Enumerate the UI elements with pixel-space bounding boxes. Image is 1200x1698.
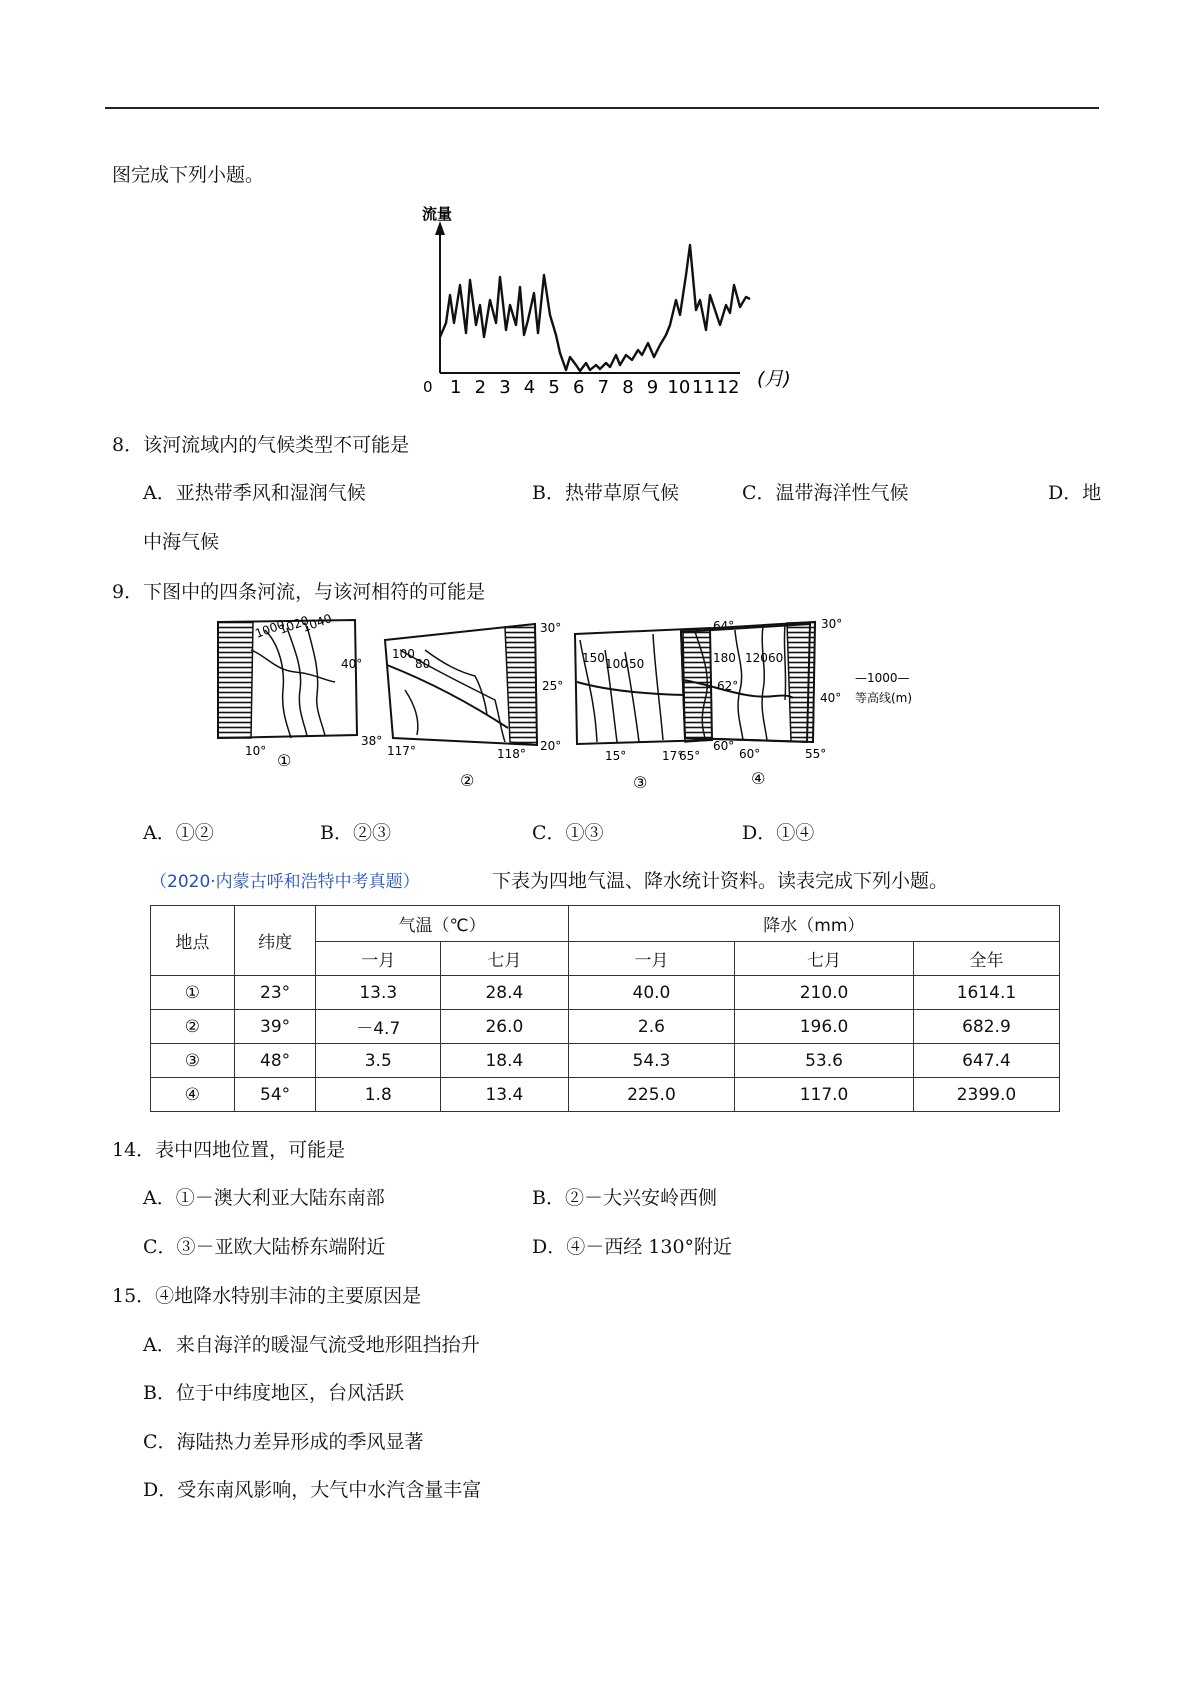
cell-place: ③ [151,1044,235,1078]
map-1 [218,611,382,770]
contour-label: 80 [415,657,431,671]
header-place: 地点 [151,906,235,976]
lon-label: 17° [662,749,684,763]
header-rule [105,107,1099,109]
x-tick-label: 12 [716,377,740,398]
lat-label: 38° [361,734,383,748]
lon-label: 65° [679,749,701,763]
contour-label: 1040 [300,611,334,635]
intro14-text: 下表为四地气温、降水统计资料。读表完成下列小题。 [492,870,949,892]
cell-temp-jul: 26.0 [441,1010,569,1044]
cell-precip-year: 1614.1 [913,976,1059,1010]
flow-series-line [440,245,750,371]
cell-lat: 39° [234,1010,316,1044]
lon-label: 55° [805,747,827,761]
sea-hatch [218,622,253,738]
q14-option-c[interactable]: C．③－亚欧大陆桥东端附近 [143,1236,386,1258]
contour-label: 60 [768,651,784,665]
q14-option-a[interactable]: A．①－澳大利亚大陆东南部 [143,1187,385,1209]
x-tick-label: 8 [622,377,634,398]
map-4-panel [675,610,965,810]
intro-text: 图完成下列小题。 [112,164,265,186]
q8-option-c[interactable]: C．温带海洋性气候 [742,482,909,504]
contour-label: 100 [392,647,415,661]
table-row [151,1010,1060,1044]
cell-place: ② [151,1010,235,1044]
x-tick-label: 9 [646,377,659,398]
q8-option-a[interactable]: A．亚热带季风和湿润气候 [143,482,366,504]
table-row [151,976,1060,1010]
x-tick-label: 5 [548,377,560,398]
cell-precip-year: 647.4 [913,1044,1059,1078]
contour-label: 100 [605,657,628,671]
header-precip-year: 全年 [913,942,1059,976]
lat-label: 30° [821,617,843,631]
lon-label: 15° [605,749,627,763]
legend-contour: —1000— [855,671,910,685]
cell-precip-jan: 225.0 [568,1078,734,1112]
map-2 [385,621,563,790]
header-precip-jan: 一月 [568,942,734,976]
x-tick-label: 6 [573,377,585,398]
lon-label: 10° [245,744,267,758]
sea-hatch [787,622,815,742]
contour-label: 180 [713,651,736,665]
lat-label: 20° [540,739,562,753]
cell-precip-jul: 117.0 [735,1078,914,1112]
q14-option-d[interactable]: D．④－西经 130°附近 [532,1236,733,1258]
header-precipitation: 降水（mm） [568,906,1059,942]
cell-precip-jul: 53.6 [735,1044,914,1078]
origin-label: 0 [423,378,433,396]
sea-hatch [505,624,537,745]
q9-option-d[interactable]: D．①④ [742,822,815,844]
q9-stem: 9．下图中的四条河流，与该河相符的可能是 [112,581,486,603]
cell-temp-jan: 3.5 [316,1044,441,1078]
contour-label: 120 [745,651,768,665]
map-label: ① [277,751,292,770]
x-tick-label: 2 [474,377,487,398]
cell-place: ④ [151,1078,235,1112]
table-row [151,1044,1060,1078]
cell-temp-jul: 18.4 [441,1044,569,1078]
header-temp-jul: 七月 [441,942,569,976]
lat-label: 40° [341,657,363,671]
source-citation: （2020·内蒙古呼和浩特中考真题） [150,872,420,892]
q8-option-d-continued: 中海气候 [143,531,220,553]
cell-precip-jul: 196.0 [735,1010,914,1044]
y-axis-arrow [435,221,445,235]
q15-stem: 15．④地降水特别丰沛的主要原因是 [112,1285,422,1307]
q15-option-a[interactable]: A．来自海洋的暖湿气流受地形阻挡抬升 [143,1334,480,1356]
header-precip-jul: 七月 [735,942,914,976]
lat-label: 40° [820,691,842,705]
cell-precip-year: 2399.0 [913,1078,1059,1112]
x-axis-unit: (月) [757,368,791,390]
q9-option-c[interactable]: C．①③ [532,822,604,844]
q15-option-b[interactable]: B．位于中纬度地区，台风活跃 [143,1382,404,1404]
lon-label: 60° [739,747,761,761]
flow-chart [420,205,800,400]
cell-temp-jul: 28.4 [441,976,569,1010]
lat-label: 25° [542,679,564,693]
cell-temp-jan: 1.8 [316,1078,441,1112]
x-tick-label: 11 [692,377,715,398]
table-row [151,1078,1060,1112]
cell-temp-jul: 13.4 [441,1078,569,1112]
x-tick-label: 7 [597,377,610,398]
map-label: ② [460,771,475,790]
x-tick-label: 4 [523,377,536,398]
lon-label: 117° [387,744,416,758]
map-label: ④ [751,769,766,788]
header-latitude: 纬度 [234,906,316,976]
cell-lat: 23° [234,976,316,1010]
q9-option-a[interactable]: A．①② [143,822,214,844]
cell-precip-jan: 54.3 [568,1044,734,1078]
q9-option-b[interactable]: B．②③ [320,822,391,844]
cell-place: ① [151,976,235,1010]
lon-label: 118° [497,747,526,761]
x-tick-label: 3 [499,377,511,398]
q8-option-d[interactable]: D．地 [1048,482,1102,504]
q15-option-c[interactable]: C．海陆热力差异形成的季风显著 [143,1431,424,1453]
cell-lat: 54° [234,1078,316,1112]
q8-option-b[interactable]: B．热带草原气候 [532,482,679,504]
contour-label: 150 [582,651,605,665]
lat-label: 64° [713,619,735,633]
lat-label: 30° [540,621,562,635]
y-axis-label: 流量 [422,205,453,223]
x-tick-label: 10 [667,377,691,398]
contour-label: 1020 [277,613,311,637]
map-label: ③ [633,773,648,792]
cell-precip-year: 682.9 [913,1010,1059,1044]
q14-stem: 14．表中四地位置，可能是 [112,1139,346,1161]
contour-label: 50 [629,657,645,671]
cell-precip-jul: 210.0 [735,976,914,1010]
cell-precip-jan: 40.0 [568,976,734,1010]
cell-temp-jan: －4.7 [316,1010,441,1044]
lat-label: 62° [717,679,739,693]
q14-option-b[interactable]: B．②－大兴安岭西侧 [532,1187,717,1209]
header-temp-jan: 一月 [316,942,441,976]
cell-lat: 48° [234,1044,316,1078]
climate-table [150,905,1060,1112]
legend-label: 等高线(m) [855,691,913,705]
q8-stem: 8．该河流域内的气候类型不可能是 [112,434,410,456]
contour-label: 1000 [253,617,287,641]
header-temperature: 气温（℃） [316,906,568,942]
q15-option-d[interactable]: D．受东南风影响，大气中水汽含量丰富 [143,1479,482,1501]
x-tick-label: 1 [450,377,462,398]
cell-temp-jan: 13.3 [316,976,441,1010]
lat-label: 60° [713,739,735,753]
cell-precip-jan: 2.6 [568,1010,734,1044]
